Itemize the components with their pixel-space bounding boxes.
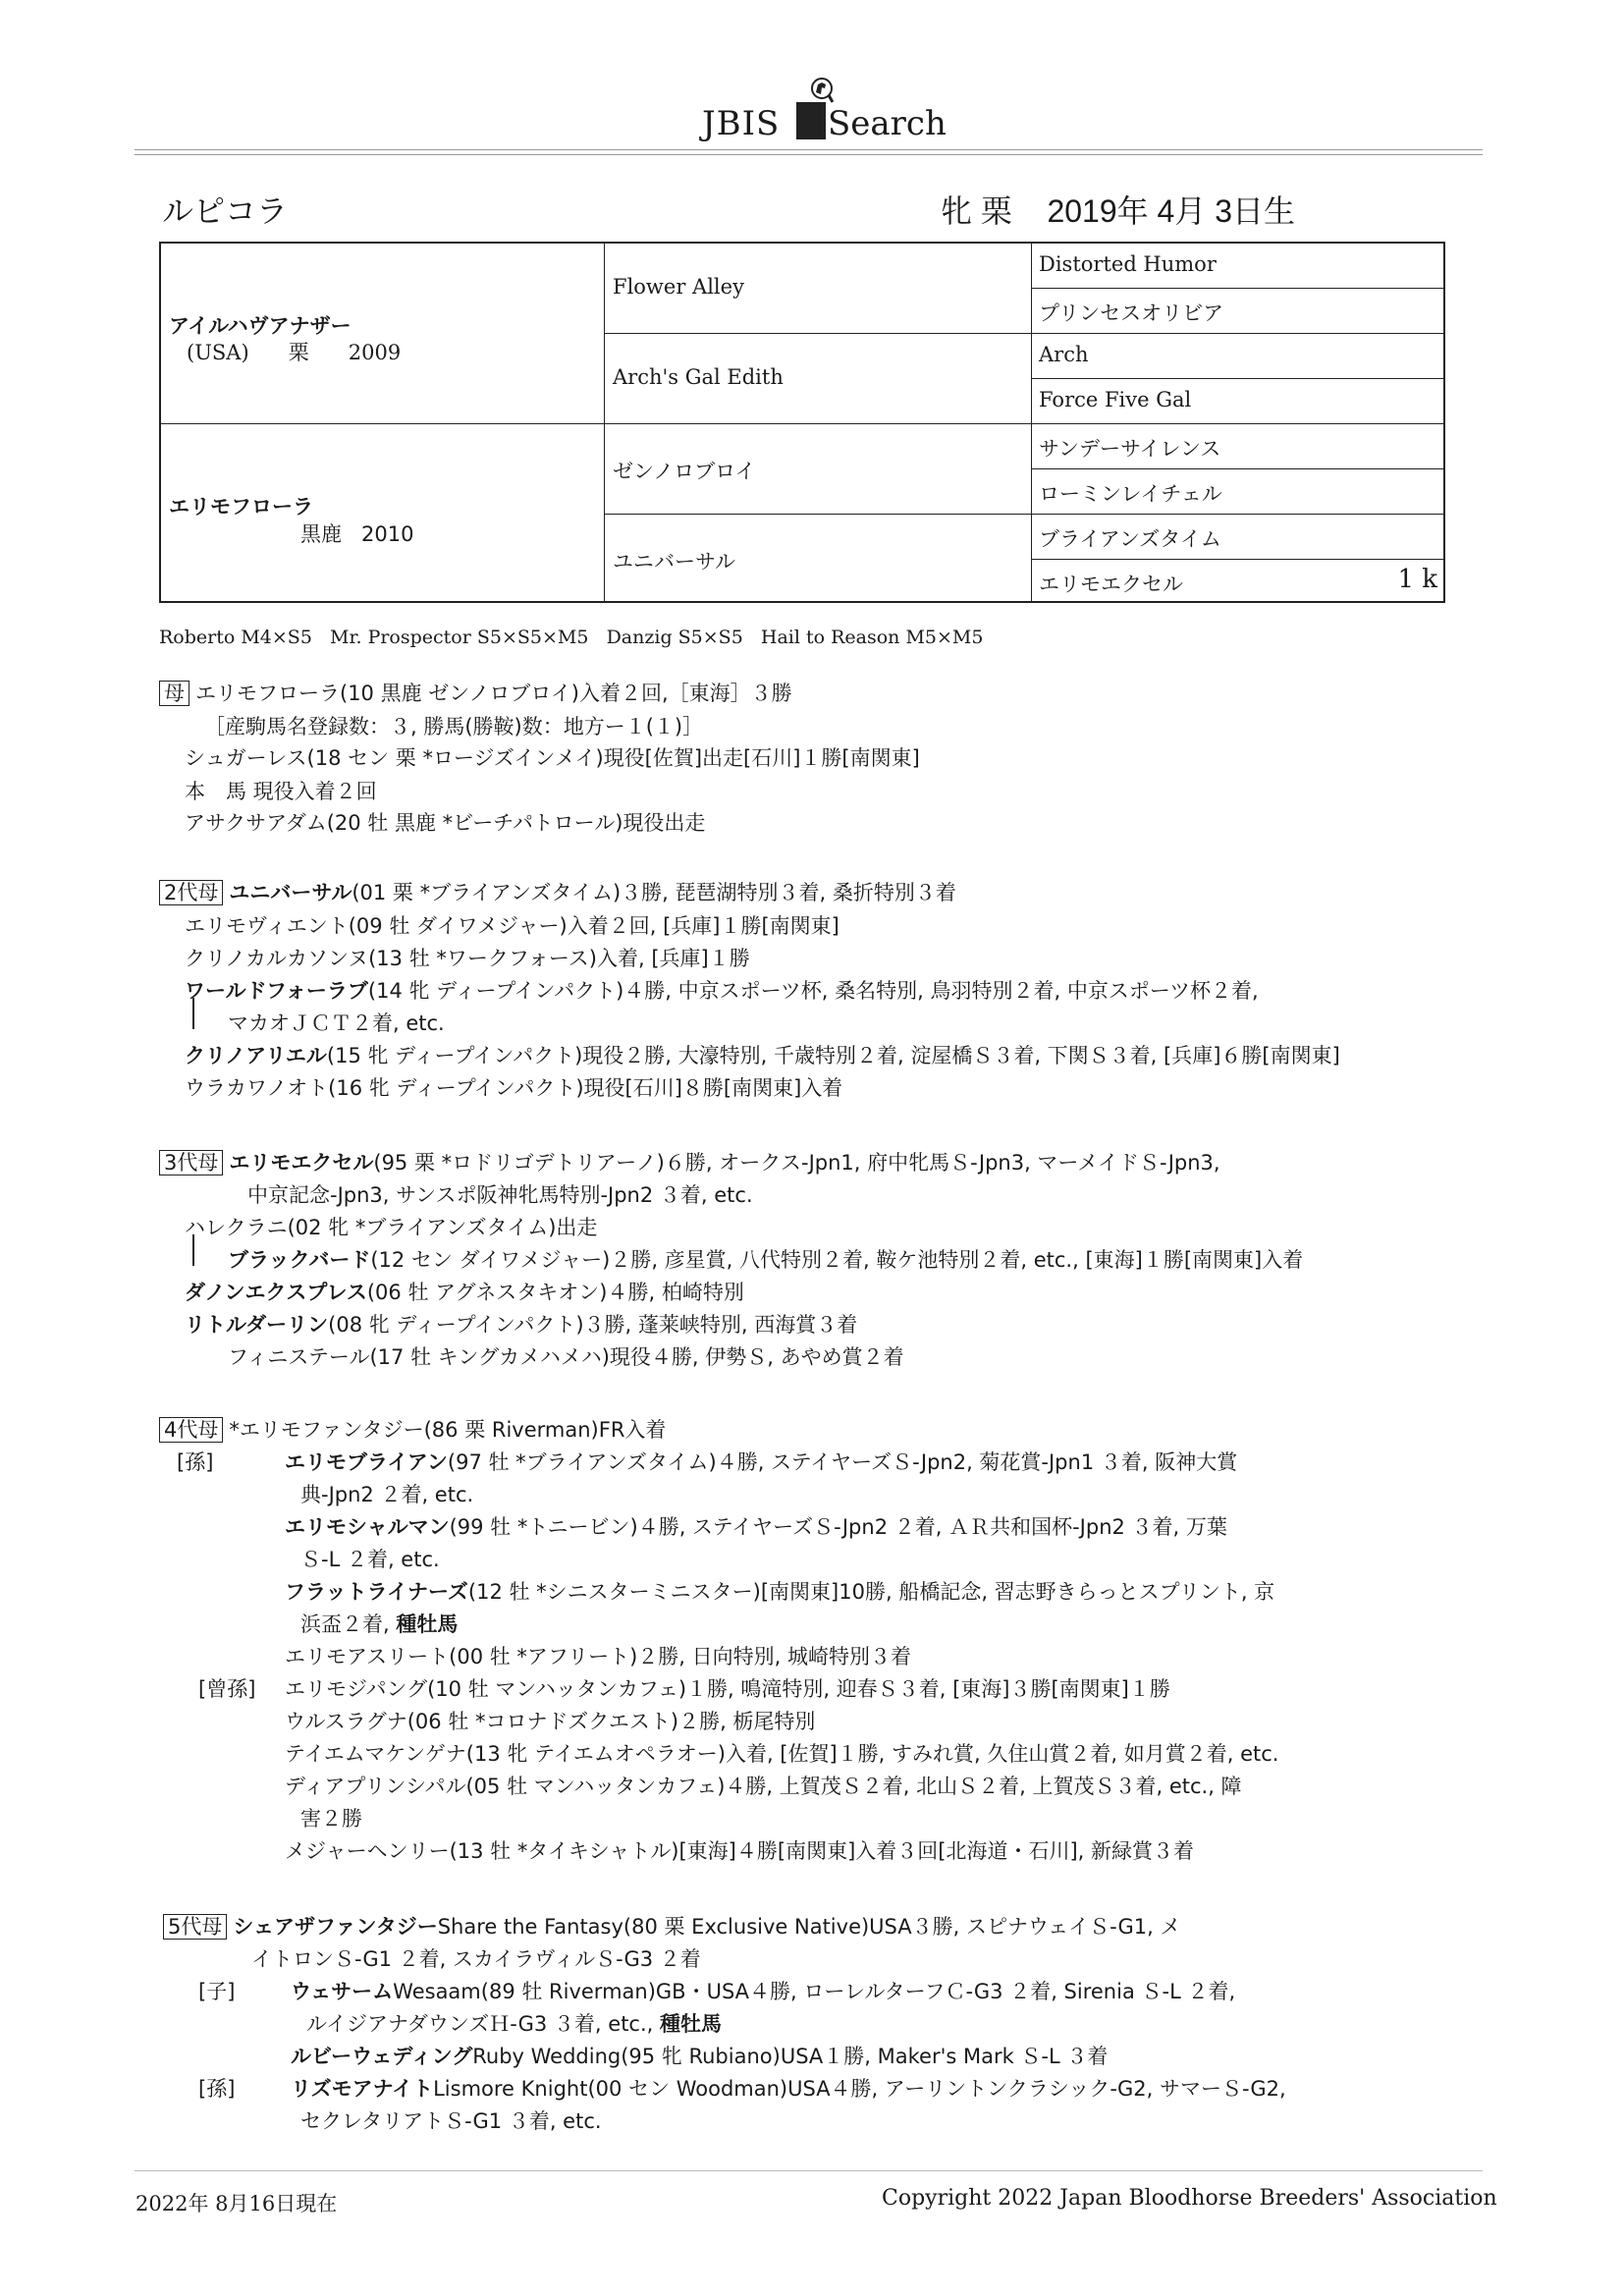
gen3-1: Distorted Humor (1039, 252, 1217, 276)
family-number: 1 k (1397, 565, 1437, 594)
great-grandson-tag: [曾孫] (198, 1677, 256, 1701)
gen3-6: ローミンレイチェル (1039, 482, 1222, 506)
dam-name: エリモフローラ (169, 495, 313, 519)
list-item-cont: マカオＪＣＴ２着, etc. (228, 1011, 445, 1035)
gen3-8: エリモエクセル (1039, 573, 1183, 596)
horse-info: 牝 栗 2019年 4月 3日生 (941, 193, 1296, 229)
list-item: メジャーヘンリー(13 牡 *タイキシャトル)[東海]４勝[南関東]入着３回[北海道・石川], 新緑賞３着 (285, 1839, 1194, 1863)
footer-divider (135, 2170, 1483, 2171)
sire-name: アイルハヴアナザー (169, 314, 352, 338)
section-tag-dam: 母 (159, 681, 189, 706)
grandson-tag: [孫] (177, 1450, 214, 1474)
list-item: アサクサアダム(20 牡 黒鹿 *ビーチパトロール)現役出走 (185, 811, 706, 835)
list-item: ハレクラニ(02 牝 *ブライアンズタイム)出走 (185, 1216, 598, 1239)
list-item: クリノカルカソンヌ(13 牡 *ワークフォース)入着, [兵庫]１勝 (185, 947, 750, 970)
horse-icon (808, 77, 834, 106)
list-item: ディアプリンシパル(05 牡 マンハッタンカフェ)４勝, 上賀茂Ｓ２着, 北山Ｓ２着, 上賀茂Ｓ３着, etc., 障 (285, 1775, 1242, 1798)
gen5-heading-cont: イトロンＳ-G1 ２着, スカイラヴィルＳ-G3 ２着 (251, 1947, 701, 1971)
section-tag-gen2: 2代母 (159, 880, 223, 905)
relation-bar (192, 1234, 194, 1266)
dam-progeny-summary: ［産駒馬名登録数：３, 勝馬(勝鞍)数：地方ー１(１)］ (204, 715, 704, 738)
list-item-cont: セクレタリアトＳ-G1 ３着, etc. (300, 2109, 602, 2133)
list-item: 本 馬 現役入着２回 (185, 780, 377, 803)
gen3-2: プリンセスオリビア (1039, 301, 1224, 325)
gen3-5: サンデーサイレンス (1039, 437, 1221, 461)
list-item: エリモシャルマン(99 牡 *トニービン)４勝, ステイヤーズＳ-Jpn2 ２着, ＡＲ共和国杯-Jpn2 ３着, 万葉 (285, 1515, 1227, 1539)
child-tag: [子] (198, 1980, 236, 2003)
footer-copyright: Copyright 2022 Japan Bloodhorse Breeders' Association (882, 2186, 1497, 2211)
list-item: テイエムマケンゲナ(13 牝 テイエムオペラオー)入着, [佐賀]１勝, すみれ賞, 久住山賞２着, 如月賞２着, etc. (285, 1742, 1279, 1766)
logo-box-icon (796, 102, 826, 139)
gen3-4: Force Five Gal (1039, 388, 1192, 411)
list-item: フラットライナーズ(12 牡 *シニスターミニスター)[南関東]10勝, 船橋記念, 習志野きらっとスプリント, 京 (285, 1580, 1275, 1604)
jbis-search-logo (702, 77, 947, 145)
dam-heading: 母 エリモフローラ(10 黒鹿 ゼンノロブロイ)入着２回,［東海］３勝 (159, 678, 792, 707)
gen5-heading: 5代母 シェアザファンタジーShare the Fantasy(80 栗 Exclusive Native)USA３勝, スピナウェイＳ-G1, メ (163, 1911, 1180, 1941)
gen2-sire-sire: Flower Alley (613, 275, 744, 299)
gen3-heading: 3代母 エリモエクセル(95 栗 *ロドリゴデトリアーノ)６勝, オークス-Jpn1, 府中牝馬Ｓ-Jpn3, マーメイドＳ-Jpn3, (159, 1147, 1220, 1176)
gen3-heading-cont: 中京記念-Jpn3, サンスポ阪神牝馬特別-Jpn2 ３着, etc. (247, 1183, 753, 1207)
list-item: エリモジパング(10 牡 マンハッタンカフェ)１勝, 鳴滝特別, 迎春Ｓ３着, [東海]３勝[南関東]１勝 (285, 1677, 1170, 1701)
relation-bar (192, 998, 194, 1029)
horse-name: ルピコラ (162, 192, 289, 230)
list-item: クリノアリエル(15 牝 ディープインパクト)現役２勝, 大濠特別, 千歳特別２着, 淀屋橋Ｓ３着, 下関Ｓ３着, [兵庫]６勝[南関東] (185, 1044, 1340, 1067)
list-item-cont: 浜盃２着, 種牡馬 (300, 1613, 459, 1636)
list-item: ウルスラグナ(06 牡 *コロナドズクエスト)２勝, 栃尾特別 (285, 1710, 816, 1733)
list-item: エリモブライアン(97 牡 *ブライアンズタイム)４勝, ステイヤーズＳ-Jpn2, 菊花賞-Jpn1 ３着, 阪神大賞 (285, 1450, 1238, 1474)
gen2-dam-dam: ユニバーサル (613, 550, 735, 574)
section-tag-gen5: 5代母 (163, 1914, 227, 1940)
list-item: ワールドフォーラブ(14 牝 ディープインパクト)４勝, 中京スポーツ杯, 桑名特別, 鳥羽特別２着, 中京スポーツ杯２着, (185, 979, 1259, 1003)
list-item-cont: ルイジアナダウンズＨ-G3 ３着, etc., 種牡馬 (306, 2012, 723, 2036)
gen2-sire-dam: Arch's Gal Edith (613, 365, 784, 389)
grandson-tag: [孫] (198, 2077, 236, 2101)
pedigree-table (159, 242, 1445, 603)
dam-info: 黒鹿 2010 (300, 522, 414, 546)
list-item-cont: 典-Jpn2 ２着, etc. (300, 1483, 474, 1506)
list-item-cont: Ｓ-L ２着, etc. (300, 1548, 440, 1571)
list-item-cont: 害２勝 (300, 1807, 362, 1831)
list-item: ウラカワノオト(16 牝 ディープインパクト)現役[石川]８勝[南関東]入着 (185, 1076, 843, 1100)
gen3-7: ブライアンズタイム (1039, 527, 1221, 551)
logo-text-jbis: JBIS (702, 104, 781, 143)
list-item: ブラックバード(12 セン ダイワメジャー)２勝, 彦星賞, 八代特別２着, 鞍ケ池特別２着, etc., [東海]１勝[南関東]入着 (228, 1248, 1304, 1272)
list-item: エリモアスリート(00 牡 *アフリート)２勝, 日向特別, 城崎特別３着 (285, 1645, 911, 1668)
sire-info: (USA) 栗 2009 (187, 341, 402, 364)
footer-date: 2022年 8月16日現在 (135, 2192, 338, 2215)
list-item: ルビーウェディングRuby Wedding(95 牝 Rubiano)USA１勝, Maker's Mark Ｓ-L ３着 (291, 2045, 1109, 2068)
logo-text-search: Search (828, 104, 947, 143)
header-divider (135, 149, 1483, 155)
list-item: エリモヴィエント(09 牡 ダイワメジャー)入着２回, [兵庫]１勝[南関東] (185, 914, 839, 938)
section-tag-gen3: 3代母 (159, 1150, 223, 1175)
list-item: ウェサームWesaam(89 牡 Riverman)GB・USA４勝, ローレルターフＣ-G3 ２着, Sirenia Ｓ-L ２着, (291, 1980, 1236, 2003)
gen4-heading: 4代母 *エリモファンタジー(86 栗 Riverman)FR入着 (159, 1414, 666, 1444)
list-item: ダノンエクスプレス(06 牡 アグネスタキオン)４勝, 柏崎特別 (185, 1281, 744, 1304)
inbreeding-line: Roberto M4×S5 Mr. Prospector S5×S5×M5 Danzig S5×S5 Hail to Reason M5×M5 (159, 627, 984, 648)
section-tag-gen4: 4代母 (159, 1417, 223, 1443)
list-item: リズモアナイトLismore Knight(00 セン Woodman)USA４勝, アーリントンクラシック-G2, サマーＳ-G2, (291, 2077, 1286, 2101)
list-item: リトルダーリン(08 牝 ディープインパクト)３勝, 蓬莱峡特別, 西海賞３着 (185, 1313, 858, 1337)
list-item: シュガーレス(18 セン 栗 *ロージズインメイ)現役[佐賀]出走[石川]１勝[南関東] (185, 746, 920, 770)
gen2-heading: 2代母 ユニバーサル(01 栗 *ブライアンズタイム)３勝, 琵琶湖特別３着, 桑折特別３着 (159, 877, 956, 906)
list-item: フィニステール(17 牡 キングカメハメハ)現役４勝, 伊勢Ｓ, あやめ賞２着 (228, 1345, 904, 1369)
gen2-dam-sire: ゼンノロブロイ (613, 460, 756, 483)
gen3-3: Arch (1039, 343, 1089, 366)
